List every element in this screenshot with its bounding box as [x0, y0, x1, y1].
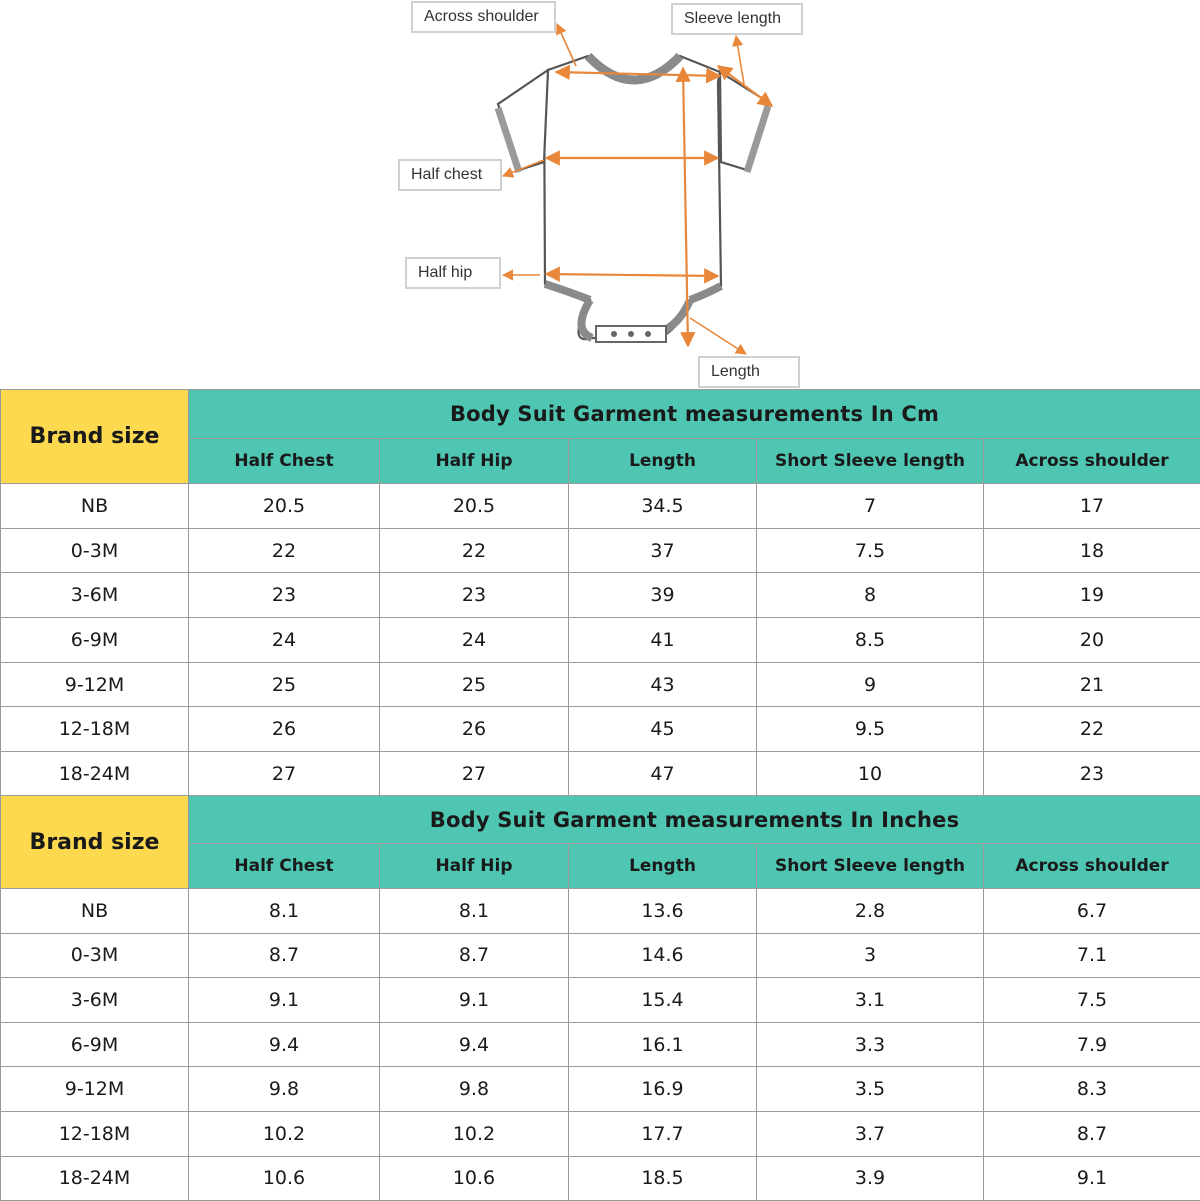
- value-cell: 39: [569, 573, 757, 618]
- value-cell: 24: [189, 618, 380, 663]
- value-cell: 6.7: [984, 889, 1200, 934]
- value-cell: 8.5: [757, 618, 984, 663]
- size-table-inches: [0, 795, 1200, 1201]
- table-row: [1, 1067, 1200, 1112]
- table-row: [1, 1111, 1200, 1156]
- value-cell: 23: [380, 573, 569, 618]
- size-cell: 12-18M: [1, 707, 189, 752]
- label-length: Length: [698, 356, 800, 388]
- table-row: [1, 573, 1200, 618]
- value-cell: 10.6: [380, 1156, 569, 1201]
- value-cell: 7: [757, 484, 984, 529]
- value-cell: 47: [569, 752, 757, 797]
- value-cell: 27: [189, 752, 380, 797]
- value-cell: 8.1: [189, 889, 380, 934]
- table-row: [1, 1022, 1200, 1067]
- column-header: Half Hip: [380, 844, 569, 889]
- column-header: Half Hip: [380, 439, 569, 484]
- value-cell: 15.4: [569, 978, 757, 1023]
- value-cell: 8.7: [189, 933, 380, 978]
- value-cell: 10.2: [189, 1111, 380, 1156]
- value-cell: 9.4: [189, 1022, 380, 1067]
- value-cell: 23: [984, 752, 1200, 797]
- value-cell: 9.1: [380, 978, 569, 1023]
- table-row: [1, 484, 1200, 529]
- size-cell: NB: [1, 889, 189, 934]
- table-row: [1, 662, 1200, 707]
- size-cell: 6-9M: [1, 618, 189, 663]
- value-cell: 25: [189, 662, 380, 707]
- table-body: [1, 484, 1200, 797]
- value-cell: 19: [984, 573, 1200, 618]
- size-cell: NB: [1, 484, 189, 529]
- value-cell: 23: [189, 573, 380, 618]
- value-cell: 16.1: [569, 1022, 757, 1067]
- value-cell: 7.1: [984, 933, 1200, 978]
- value-cell: 24: [380, 618, 569, 663]
- table-title: Body Suit Garment measurements In Inches: [189, 796, 1200, 844]
- size-table-cm: [0, 389, 1200, 797]
- value-cell: 7.5: [984, 978, 1200, 1023]
- value-cell: 17: [984, 484, 1200, 529]
- bodysuit-diagram: [0, 0, 1200, 390]
- brand-size-header: Brand size: [1, 390, 189, 484]
- value-cell: 13.6: [569, 889, 757, 934]
- value-cell: 43: [569, 662, 757, 707]
- label-half-chest: Half chest: [398, 159, 502, 191]
- size-cell: 0-3M: [1, 933, 189, 978]
- table-row: [1, 978, 1200, 1023]
- value-cell: 14.6: [569, 933, 757, 978]
- value-cell: 9.1: [189, 978, 380, 1023]
- label-sleeve-length: Sleeve length: [671, 3, 803, 35]
- value-cell: 9.5: [757, 707, 984, 752]
- brand-size-header: Brand size: [1, 796, 189, 889]
- value-cell: 8.1: [380, 889, 569, 934]
- value-cell: 26: [380, 707, 569, 752]
- value-cell: 45: [569, 707, 757, 752]
- value-cell: 20.5: [380, 484, 569, 529]
- value-cell: 9.1: [984, 1156, 1200, 1201]
- value-cell: 9: [757, 662, 984, 707]
- value-cell: 18.5: [569, 1156, 757, 1201]
- value-cell: 22: [380, 528, 569, 573]
- value-cell: 2.8: [757, 889, 984, 934]
- value-cell: 8.7: [380, 933, 569, 978]
- table-row: [1, 889, 1200, 934]
- value-cell: 9.4: [380, 1022, 569, 1067]
- value-cell: 25: [380, 662, 569, 707]
- value-cell: 10.6: [189, 1156, 380, 1201]
- size-cell: 0-3M: [1, 528, 189, 573]
- size-cell: 3-6M: [1, 978, 189, 1023]
- value-cell: 20.5: [189, 484, 380, 529]
- size-cell: 9-12M: [1, 662, 189, 707]
- value-cell: 7.5: [757, 528, 984, 573]
- column-header: Length: [569, 439, 757, 484]
- table-title: Body Suit Garment measurements In Cm: [189, 390, 1200, 439]
- value-cell: 8.3: [984, 1067, 1200, 1112]
- value-cell: 37: [569, 528, 757, 573]
- value-cell: 7.9: [984, 1022, 1200, 1067]
- column-header: Length: [569, 844, 757, 889]
- value-cell: 26: [189, 707, 380, 752]
- value-cell: 3.1: [757, 978, 984, 1023]
- column-header: Short Sleeve length: [757, 844, 984, 889]
- value-cell: 16.9: [569, 1067, 757, 1112]
- size-cell: 6-9M: [1, 1022, 189, 1067]
- label-half-hip: Half hip: [405, 257, 501, 289]
- column-header: Half Chest: [189, 844, 380, 889]
- table-row: [1, 933, 1200, 978]
- value-cell: 10.2: [380, 1111, 569, 1156]
- value-cell: 17.7: [569, 1111, 757, 1156]
- value-cell: 41: [569, 618, 757, 663]
- value-cell: 20: [984, 618, 1200, 663]
- value-cell: 9.8: [189, 1067, 380, 1112]
- table-row: [1, 618, 1200, 663]
- value-cell: 3: [757, 933, 984, 978]
- column-header: Across shoulder: [984, 844, 1200, 889]
- value-cell: 8.7: [984, 1111, 1200, 1156]
- value-cell: 27: [380, 752, 569, 797]
- value-cell: 18: [984, 528, 1200, 573]
- value-cell: 3.9: [757, 1156, 984, 1201]
- size-cell: 3-6M: [1, 573, 189, 618]
- column-header: Half Chest: [189, 439, 380, 484]
- value-cell: 10: [757, 752, 984, 797]
- label-across-shoulder: Across shoulder: [411, 1, 556, 33]
- table-body: [1, 889, 1200, 1201]
- column-header: Across shoulder: [984, 439, 1200, 484]
- value-cell: 21: [984, 662, 1200, 707]
- value-cell: 8: [757, 573, 984, 618]
- table-row: [1, 707, 1200, 752]
- value-cell: 34.5: [569, 484, 757, 529]
- bodysuit-illustration-icon: [0, 0, 1200, 390]
- value-cell: 3.3: [757, 1022, 984, 1067]
- table-row: [1, 752, 1200, 797]
- column-header: Short Sleeve length: [757, 439, 984, 484]
- table-row: [1, 528, 1200, 573]
- table-row: [1, 1156, 1200, 1201]
- value-cell: 22: [984, 707, 1200, 752]
- value-cell: 22: [189, 528, 380, 573]
- size-cell: 18-24M: [1, 1156, 189, 1201]
- size-cell: 18-24M: [1, 752, 189, 797]
- value-cell: 3.7: [757, 1111, 984, 1156]
- value-cell: 3.5: [757, 1067, 984, 1112]
- value-cell: 9.8: [380, 1067, 569, 1112]
- size-cell: 12-18M: [1, 1111, 189, 1156]
- size-cell: 9-12M: [1, 1067, 189, 1112]
